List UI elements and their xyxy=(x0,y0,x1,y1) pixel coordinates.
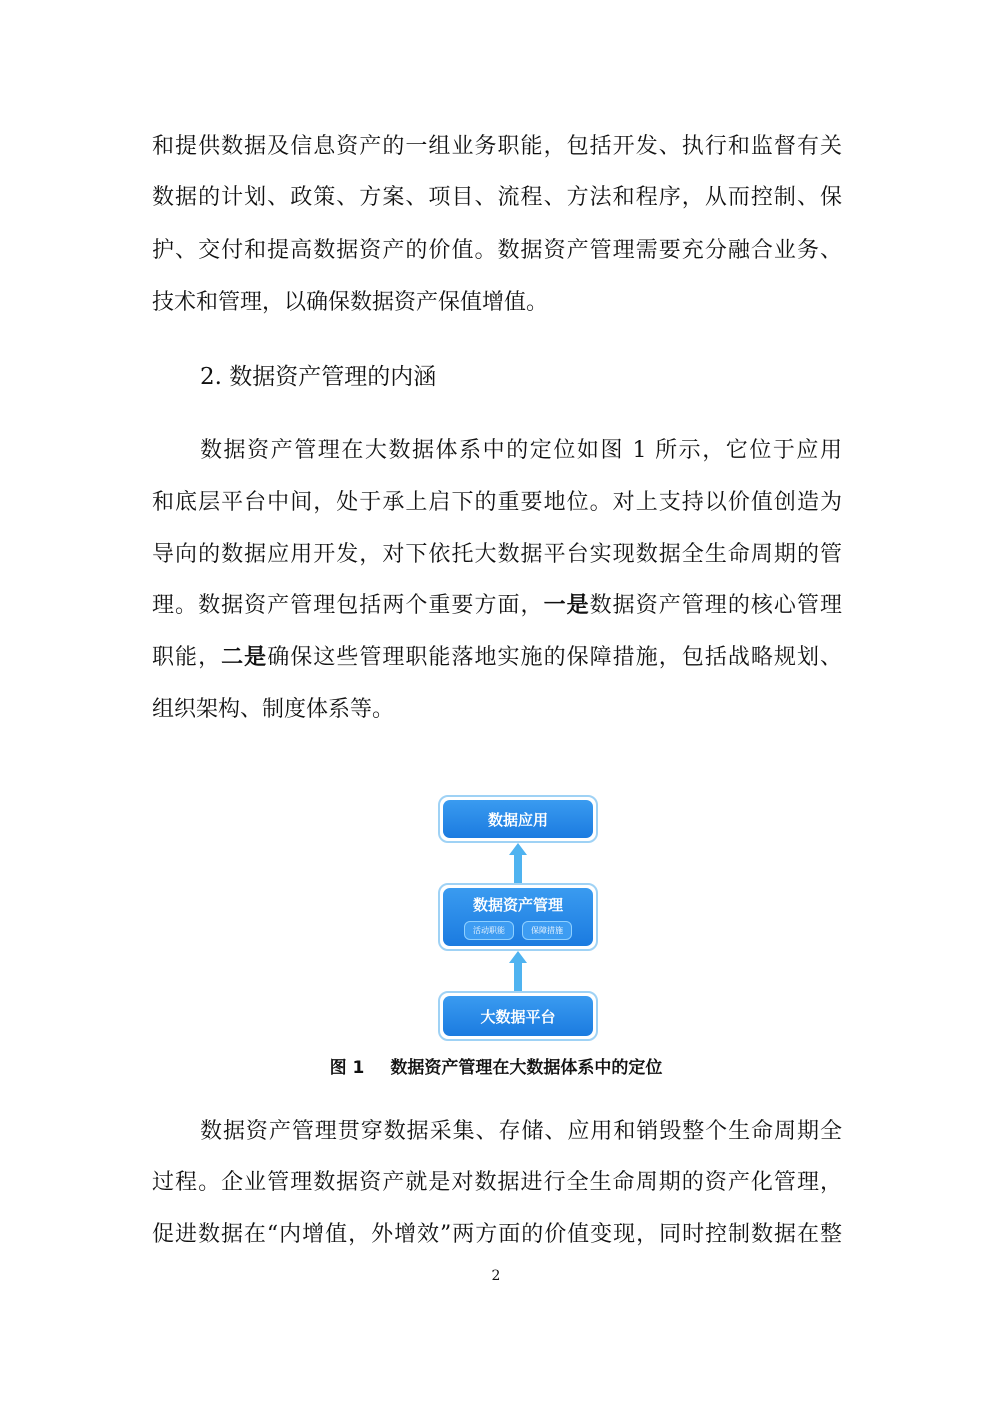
figure-diagram xyxy=(438,793,600,1043)
arrow-up-icon xyxy=(509,843,527,883)
paragraph-2-line-2: 和底层平台中间，处于承上启下的重要地位。对上支持以价值创造为 xyxy=(152,490,842,515)
paragraph-2-line-5 xyxy=(152,643,842,673)
paragraph-3-line-3: 促进数据在“内增值，外增效”两方面的价值变现，同时控制数据在整 xyxy=(152,1222,842,1247)
box-data-asset-management-inner xyxy=(443,888,593,946)
figure-caption xyxy=(0,1056,992,1080)
line-5-text-b: 确保这些管理职能落地实施的保障措施，包括战略规划、 xyxy=(267,645,842,670)
box-big-data-platform xyxy=(438,991,598,1041)
figure-caption-text: 数据资产管理在大数据体系中的定位 xyxy=(390,1058,663,1078)
pill-activity-functions: 活动职能 xyxy=(464,921,514,940)
box-data-application xyxy=(438,795,598,843)
figure-caption-number: 图 1 xyxy=(329,1058,365,1078)
pill-safeguard-measures: 保障措施 xyxy=(522,921,572,940)
arrow-up-icon xyxy=(509,951,527,991)
paragraph-2-line-1: 数据资产管理在大数据体系中的定位如图 1 所示，它位于应用 xyxy=(200,438,842,463)
bold-second: 二是 xyxy=(221,645,268,670)
line-4-text-a: 理。数据资产管理包括两个重要方面， xyxy=(152,593,544,618)
box-data-asset-management-label: 数据资产管理 xyxy=(472,896,563,914)
paragraph-1-line-1: 和提供数据及信息资产的一组业务职能，包括开发、执行和监督有关 xyxy=(152,134,842,159)
section-heading: 2. 数据资产管理的内涵 xyxy=(200,364,437,390)
paragraph-1-line-3: 护、交付和提高数据资产的价值。数据资产管理需要充分融合业务、 xyxy=(152,238,842,263)
paragraph-1-line-2: 数据的计划、政策、方案、项目、流程、方法和程序，从而控制、保 xyxy=(152,185,842,210)
paragraph-3-line-1: 数据资产管理贯穿数据采集、存储、应用和销毁整个生命周期全 xyxy=(200,1119,842,1144)
paragraph-2-line-3: 导向的数据应用开发，对下依托大数据平台实现数据全生命周期的管 xyxy=(152,542,842,567)
box-data-application-label: 数据应用 xyxy=(443,800,593,838)
bold-first: 一是 xyxy=(543,593,590,618)
box-big-data-platform-label: 大数据平台 xyxy=(443,996,593,1036)
pill-row xyxy=(464,921,572,940)
paragraph-3-line-2: 过程。企业管理数据资产就是对数据进行全生命周期的资产化管理， xyxy=(152,1170,842,1195)
page-number: 2 xyxy=(491,1268,501,1284)
paragraph-2-line-4 xyxy=(152,591,842,621)
line-5-text-a: 职能， xyxy=(152,645,222,670)
box-data-asset-management xyxy=(438,883,598,951)
paragraph-2-line-6: 组织架构、制度体系等。 xyxy=(152,697,395,722)
paragraph-1-line-4: 技术和管理，以确保数据资产保值增值。 xyxy=(152,290,549,315)
line-4-text-b: 数据资产管理的核心管理 xyxy=(589,593,842,618)
